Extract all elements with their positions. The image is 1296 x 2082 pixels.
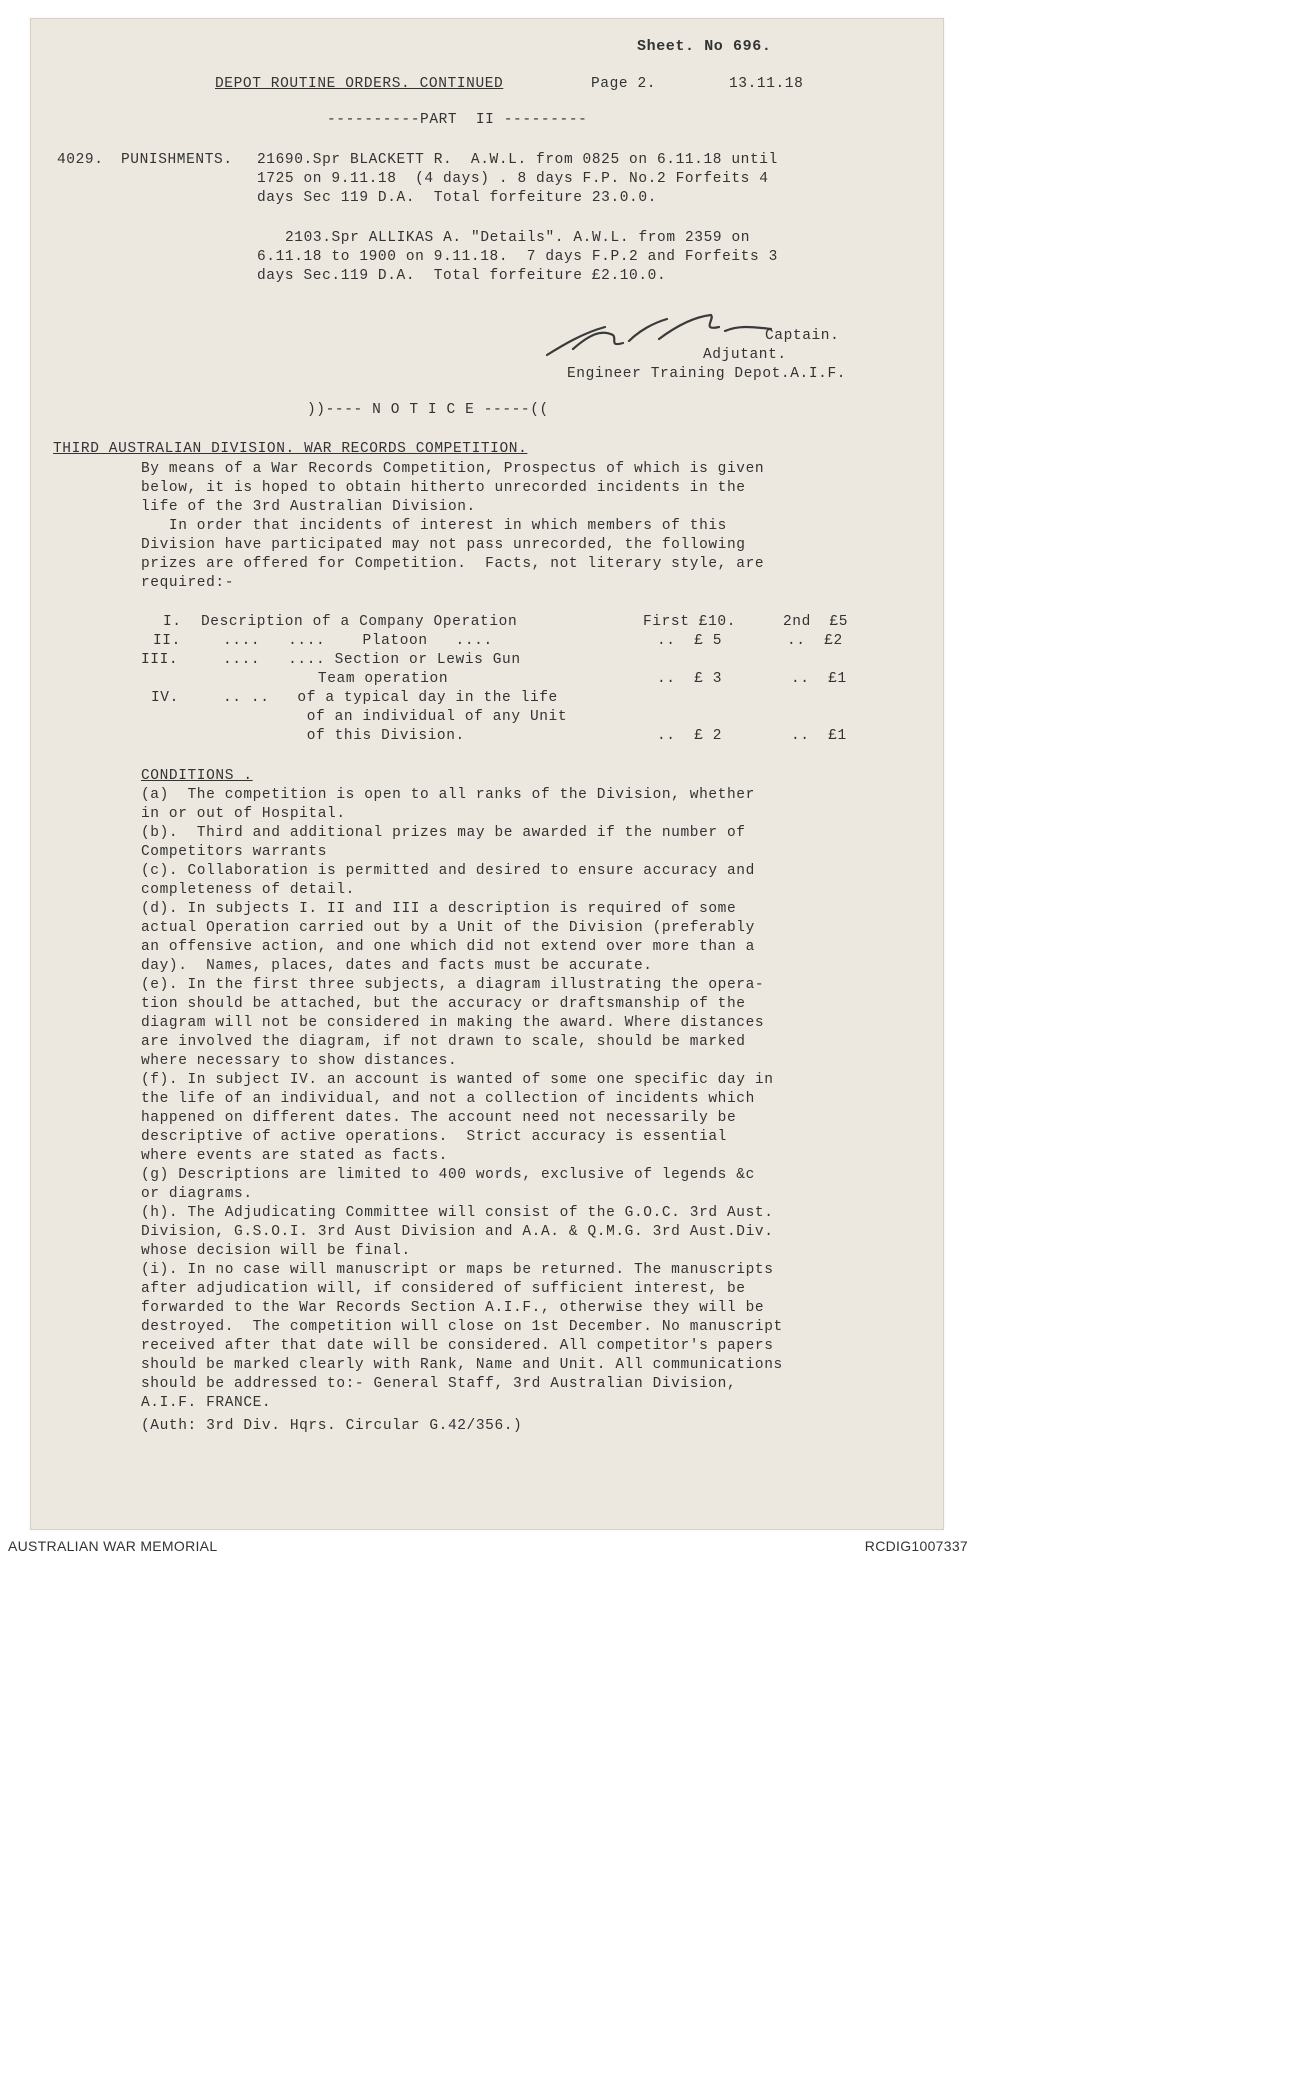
condition-line: descriptive of active operations. Strict accuracy is essential — [141, 1129, 727, 1145]
prize-second: .. £2 — [787, 633, 843, 649]
punishment-2-line-1: 2103.Spr ALLIKAS A. "Details". A.W.L. from 2359 on — [285, 230, 751, 246]
prize-second: .. £1 — [791, 671, 847, 687]
condition-line: diagram will not be considered in making the award. Where distances — [141, 1015, 765, 1031]
prize-first: .. £ 2 — [657, 728, 723, 744]
prize-number: I. — [163, 614, 182, 630]
condition-line: should be marked clearly with Rank, Name and Unit. All communications — [141, 1357, 783, 1373]
intro-line-2: below, it is hoped to obtain hitherto unrecorded incidents in the — [141, 480, 746, 496]
punishment-1-line-1: 21690.Spr BLACKETT R. A.W.L. from 0825 on 6.11.18 until — [257, 152, 778, 168]
intro-line-5: Division have participated may not pass unrecorded, the following — [141, 537, 746, 553]
page-number: Page 2. — [591, 76, 657, 92]
punishment-2-line-3: days Sec.119 D.A. Total forfeiture £2.10.0. — [257, 268, 667, 284]
part-heading: ----------PART II --------- — [327, 112, 588, 128]
punishment-2-line-2: 6.11.18 to 1900 on 9.11.18. 7 days F.P.2 and Forfeits 3 — [257, 249, 778, 265]
document-date: 13.11.18 — [729, 76, 804, 92]
condition-line: A.I.F. FRANCE. — [141, 1395, 272, 1411]
prize-description: .... .... Section or Lewis Gun — [223, 652, 521, 668]
condition-line: after adjudication will, if considered of sufficient interest, be — [141, 1281, 746, 1297]
condition-line: day). Names, places, dates and facts must be accurate. — [141, 958, 653, 974]
condition-line: tion should be attached, but the accuracy or draftsmanship of the — [141, 996, 746, 1012]
prize-description: of an individual of any Unit — [223, 709, 568, 725]
prize-second: .. £1 — [791, 728, 847, 744]
intro-line-6: prizes are offered for Competition. Facts, not literary style, are — [141, 556, 765, 572]
condition-line: (e). In the first three subjects, a diagram illustrating the opera- — [141, 977, 765, 993]
prize-second: 2nd £5 — [783, 614, 849, 630]
signatory-rank: Captain. — [765, 328, 840, 344]
condition-line: completeness of detail. — [141, 882, 355, 898]
authority-line: (Auth: 3rd Div. Hqrs. Circular G.42/356.) — [141, 1418, 523, 1434]
condition-line: whose decision will be final. — [141, 1243, 411, 1259]
condition-line: Division, G.S.O.I. 3rd Aust Division and A.A. & Q.M.G. 3rd Aust.Div. — [141, 1224, 774, 1240]
intro-line-1: By means of a War Records Competition, Prospectus of which is given — [141, 461, 765, 477]
punishment-1-line-2: 1725 on 9.11.18 (4 days) . 8 days F.P. No.2 Forfeits 4 — [257, 171, 769, 187]
prize-description: .... .... Platoon .... — [223, 633, 493, 649]
intro-line-4: In order that incidents of interest in which members of this — [141, 518, 727, 534]
order-number: 4029. — [57, 152, 104, 168]
prize-description: .. .. of a typical day in the life — [223, 690, 558, 706]
condition-line: or diagrams. — [141, 1186, 253, 1202]
prize-first: .. £ 5 — [657, 633, 723, 649]
condition-line: (i). In no case will manuscript or maps be returned. The manuscripts — [141, 1262, 774, 1278]
conditions-heading: CONDITIONS . — [141, 768, 253, 784]
order-heading: PUNISHMENTS. — [121, 152, 233, 168]
condition-line: (d). In subjects I. II and III a description is required of some — [141, 901, 737, 917]
condition-line: Competitors warrants — [141, 844, 328, 860]
condition-line: (h). The Adjudicating Committee will consist of the G.O.C. 3rd Aust. — [141, 1205, 774, 1221]
condition-line: should be addressed to:- General Staff, 3rd Australian Division, — [141, 1376, 737, 1392]
condition-line: (a) The competition is open to all ranks of the Division, whether — [141, 787, 755, 803]
prize-number: II. — [153, 633, 181, 649]
condition-line: in or out of Hospital. — [141, 806, 346, 822]
prize-first: First £10. — [643, 614, 737, 630]
condition-line: destroyed. The competition will close on 1st December. No manuscript — [141, 1319, 783, 1335]
footer-archive-name: AUSTRALIAN WAR MEMORIAL — [8, 1538, 218, 1554]
prize-number: III. — [141, 652, 179, 668]
condition-line: actual Operation carried out by a Unit of the Division (preferably — [141, 920, 755, 936]
signatory-unit: Engineer Training Depot.A.I.F. — [567, 366, 847, 382]
prize-first: .. £ 3 — [657, 671, 723, 687]
notice-label: ))---- N O T I C E -----(( — [307, 402, 549, 418]
prize-description: Team operation — [197, 671, 449, 687]
competition-heading: THIRD AUSTRALIAN DIVISION. WAR RECORDS COMPETITION. — [53, 441, 528, 457]
condition-line: where necessary to show distances. — [141, 1053, 458, 1069]
condition-line: an offensive action, and one which did not extend over more than a — [141, 939, 755, 955]
document-title: DEPOT ROUTINE ORDERS. CONTINUED — [215, 76, 504, 92]
condition-line: (g) Descriptions are limited to 400 words, exclusive of legends &c — [141, 1167, 755, 1183]
sheet-number: Sheet. No 696. — [637, 38, 772, 55]
punishment-1-line-3: days Sec 119 D.A. Total forfeiture 23.0.0. — [257, 190, 657, 206]
condition-line: happened on different dates. The account need not necessarily be — [141, 1110, 737, 1126]
condition-line: forwarded to the War Records Section A.I.F., otherwise they will be — [141, 1300, 765, 1316]
prize-description: of this Division. — [223, 728, 465, 744]
document-sheet — [30, 18, 944, 1530]
intro-line-3: life of the 3rd Australian Division. — [141, 499, 476, 515]
condition-line: (c). Collaboration is permitted and desired to ensure accuracy and — [141, 863, 755, 879]
intro-line-7: required:- — [141, 575, 235, 591]
footer-record-id: RCDIG1007337 — [864, 1538, 968, 1554]
condition-line: (b). Third and additional prizes may be awarded if the number of — [141, 825, 746, 841]
signatory-role: Adjutant. — [703, 347, 787, 363]
prize-description: Description of a Company Operation — [201, 614, 518, 630]
condition-line: received after that date will be considered. All competitor's papers — [141, 1338, 774, 1354]
condition-line: where events are stated as facts. — [141, 1148, 448, 1164]
condition-line: the life of an individual, and not a collection of incidents which — [141, 1091, 755, 1107]
condition-line: are involved the diagram, if not drawn to scale, should be marked — [141, 1034, 746, 1050]
prize-number: IV. — [151, 690, 179, 706]
condition-line: (f). In subject IV. an account is wanted of some one specific day in — [141, 1072, 774, 1088]
